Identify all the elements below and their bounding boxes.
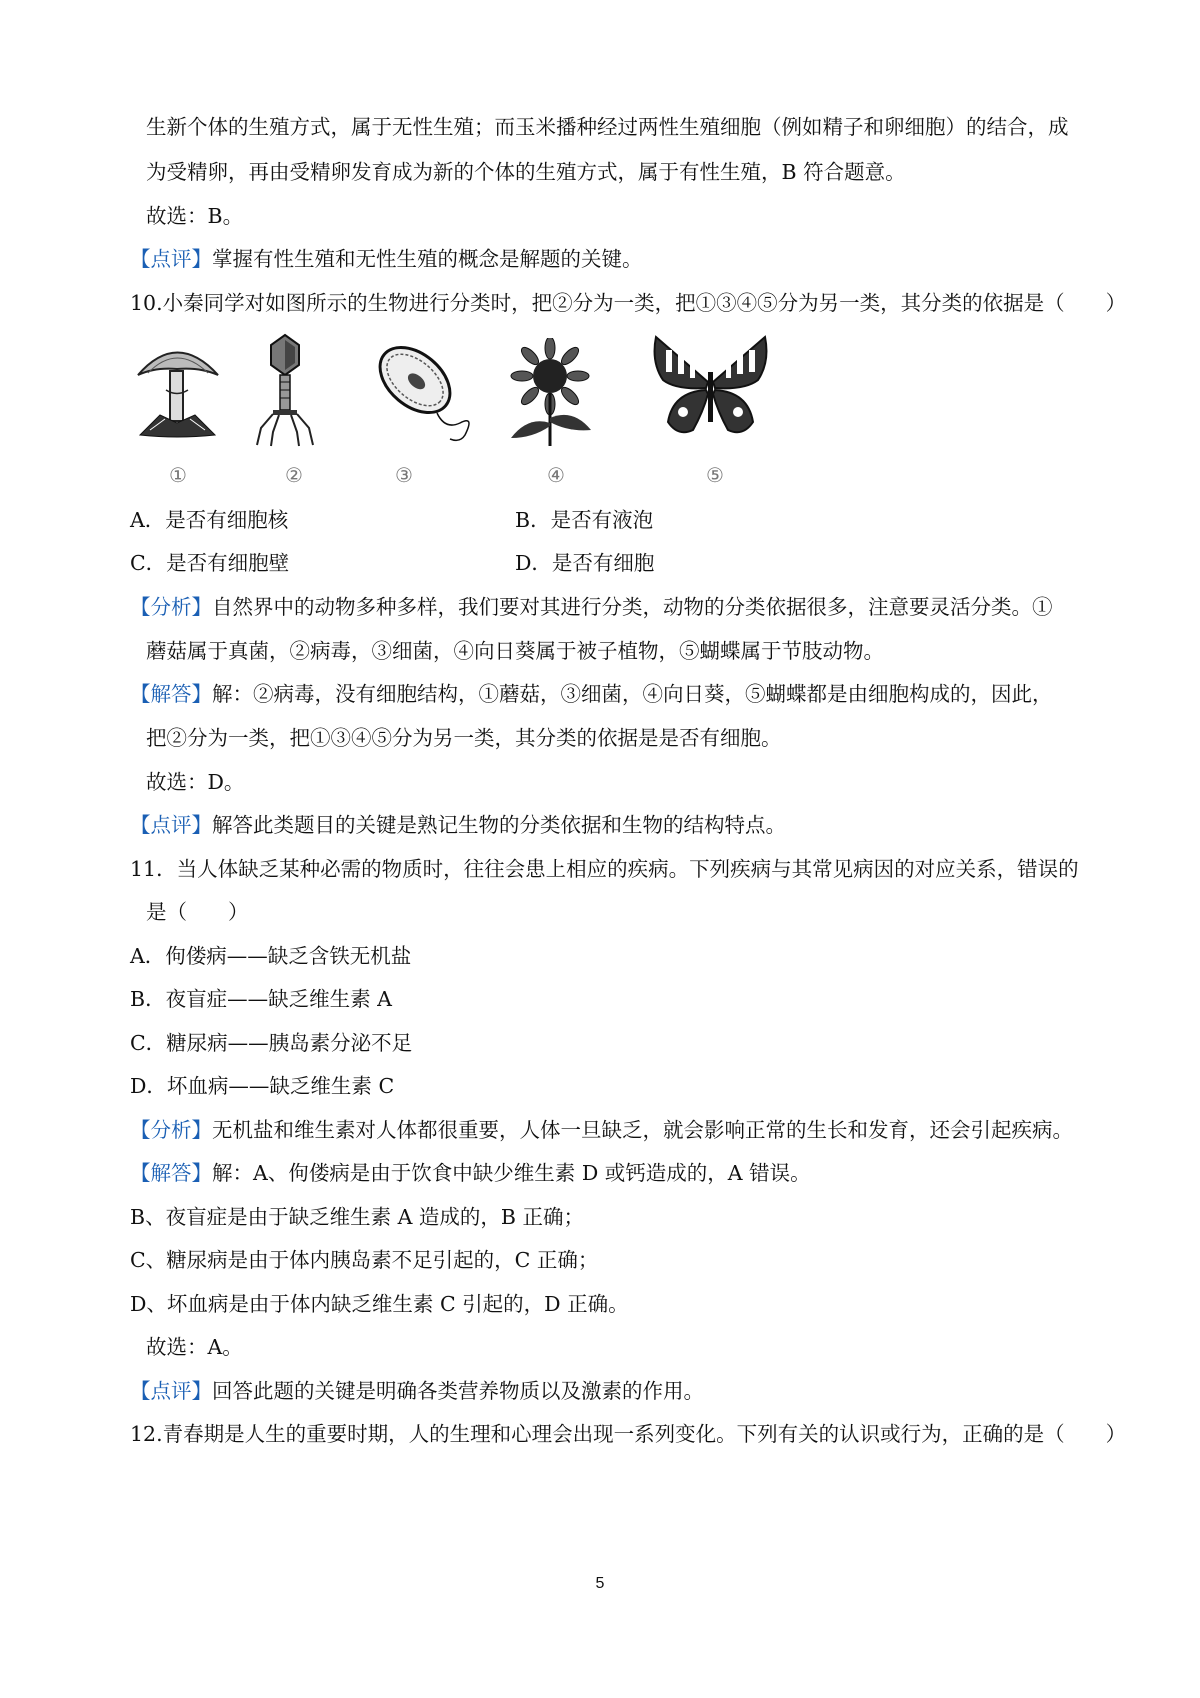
option-b: B．夜盲症——缺乏维生素 A <box>130 987 392 1011</box>
analysis-line <box>130 592 1110 622</box>
butterfly-figure <box>648 332 773 442</box>
bacteriophage-figure <box>245 330 325 450</box>
text-line: B、夜盲症是由于缺乏维生素 A 造成的，B 正确； <box>130 1205 584 1229</box>
analysis-text: 自然界中的动物多种多样，我们要对其进行分类，动物的分类依据很多，注意要灵活分类。① <box>212 595 1053 619</box>
answer-tag: 【解答】 <box>130 682 212 706</box>
analysis-text: 无机盐和维生素对人体都很重要，人体一旦缺乏，就会影响正常的生长和发育，还会引起疾病。 <box>212 1118 1073 1142</box>
analysis-tag: 【分析】 <box>130 595 212 619</box>
question-10-stem: 10.小秦同学对如图所示的生物进行分类时，把②分为一类，把①③④⑤分为另一类，其分类的依据是（ ） <box>130 291 1127 315</box>
comment-text: 掌握有性生殖和无性生殖的概念是解题的关键。 <box>212 247 643 271</box>
question-11-stem: 是（ ） <box>146 900 249 924</box>
answer-text: 解：A、佝偻病是由于饮食中缺少维生素 D 或钙造成的，A 错误。 <box>212 1161 811 1185</box>
analysis-line <box>130 1115 1110 1145</box>
figure-label: ① <box>169 463 187 487</box>
comment-line <box>130 1376 1110 1406</box>
option-c: C．糖尿病——胰岛素分泌不足 <box>130 1031 413 1055</box>
comment-tag: 【点评】 <box>130 813 212 837</box>
figure-label: ④ <box>547 463 565 487</box>
figure-label: ⑤ <box>706 463 724 487</box>
analysis-tag: 【分析】 <box>130 1118 212 1142</box>
question-12-stem: 12.青春期是人生的重要时期，人的生理和心理会出现一系列变化。下列有关的认识或行为，正确的是（ ） <box>130 1422 1127 1446</box>
comment-tag: 【点评】 <box>130 1379 212 1403</box>
text-line: 为受精卵，再由受精卵发育成为新的个体的生殖方式，属于有性生殖，B 符合题意。 <box>146 160 906 184</box>
text-line: D、坏血病是由于体内缺乏维生素 C 引起的，D 正确。 <box>130 1292 629 1316</box>
comment-text: 回答此题的关键是明确各类营养物质以及激素的作用。 <box>212 1379 704 1403</box>
option-a: A．佝偻病——缺乏含铁无机盐 <box>130 944 412 968</box>
answer-line <box>130 1158 1110 1188</box>
text-line: 生新个体的生殖方式，属于无性生殖；而玉米播种经过两性生殖细胞（例如精子和卵细胞）的结合，成 <box>146 115 1069 139</box>
question-11-stem: 11．当人体缺乏某种必需的物质时，往往会患上相应的疾病。下列疾病与其常见病因的对应关系，错误的 <box>130 857 1079 881</box>
figure-label: ③ <box>395 463 413 487</box>
option-b: B．是否有液泡 <box>515 508 654 532</box>
comment-line <box>130 244 1110 274</box>
text-line: 蘑菇属于真菌，②病毒，③细菌，④向日葵属于被子植物，⑤蝴蝶属于节肢动物。 <box>146 639 884 663</box>
comment-tag: 【点评】 <box>130 247 212 271</box>
mushroom-figure <box>130 335 225 450</box>
sunflower-figure <box>503 338 598 448</box>
answer-line <box>130 679 1110 709</box>
comment-line <box>130 810 1110 840</box>
answer-text: 解：②病毒，没有细胞结构，①蘑菇，③细菌，④向日葵，⑤蝴蝶都是由细胞构成的，因此， <box>212 682 1053 706</box>
option-c: C．是否有细胞壁 <box>130 551 290 575</box>
answer-tag: 【解答】 <box>130 1161 212 1185</box>
text-line: 故选：B。 <box>146 204 244 228</box>
text-line: C、糖尿病是由于体内胰岛素不足引起的，C 正确； <box>130 1248 599 1272</box>
figure-label: ② <box>285 463 303 487</box>
option-d: D．是否有细胞 <box>515 551 655 575</box>
option-d: D．坏血病——缺乏维生素 C <box>130 1074 395 1098</box>
comment-text: 解答此类题目的关键是熟记生物的分类依据和生物的结构特点。 <box>212 813 786 837</box>
text-line: 把②分为一类，把①③④⑤分为另一类，其分类的依据是是否有细胞。 <box>146 726 782 750</box>
page-number: 5 <box>595 1575 605 1592</box>
option-a: A．是否有细胞核 <box>130 508 289 532</box>
bacterium-figure <box>365 335 480 445</box>
text-line: 故选：A。 <box>146 1335 243 1359</box>
text-line: 故选：D。 <box>146 770 245 794</box>
